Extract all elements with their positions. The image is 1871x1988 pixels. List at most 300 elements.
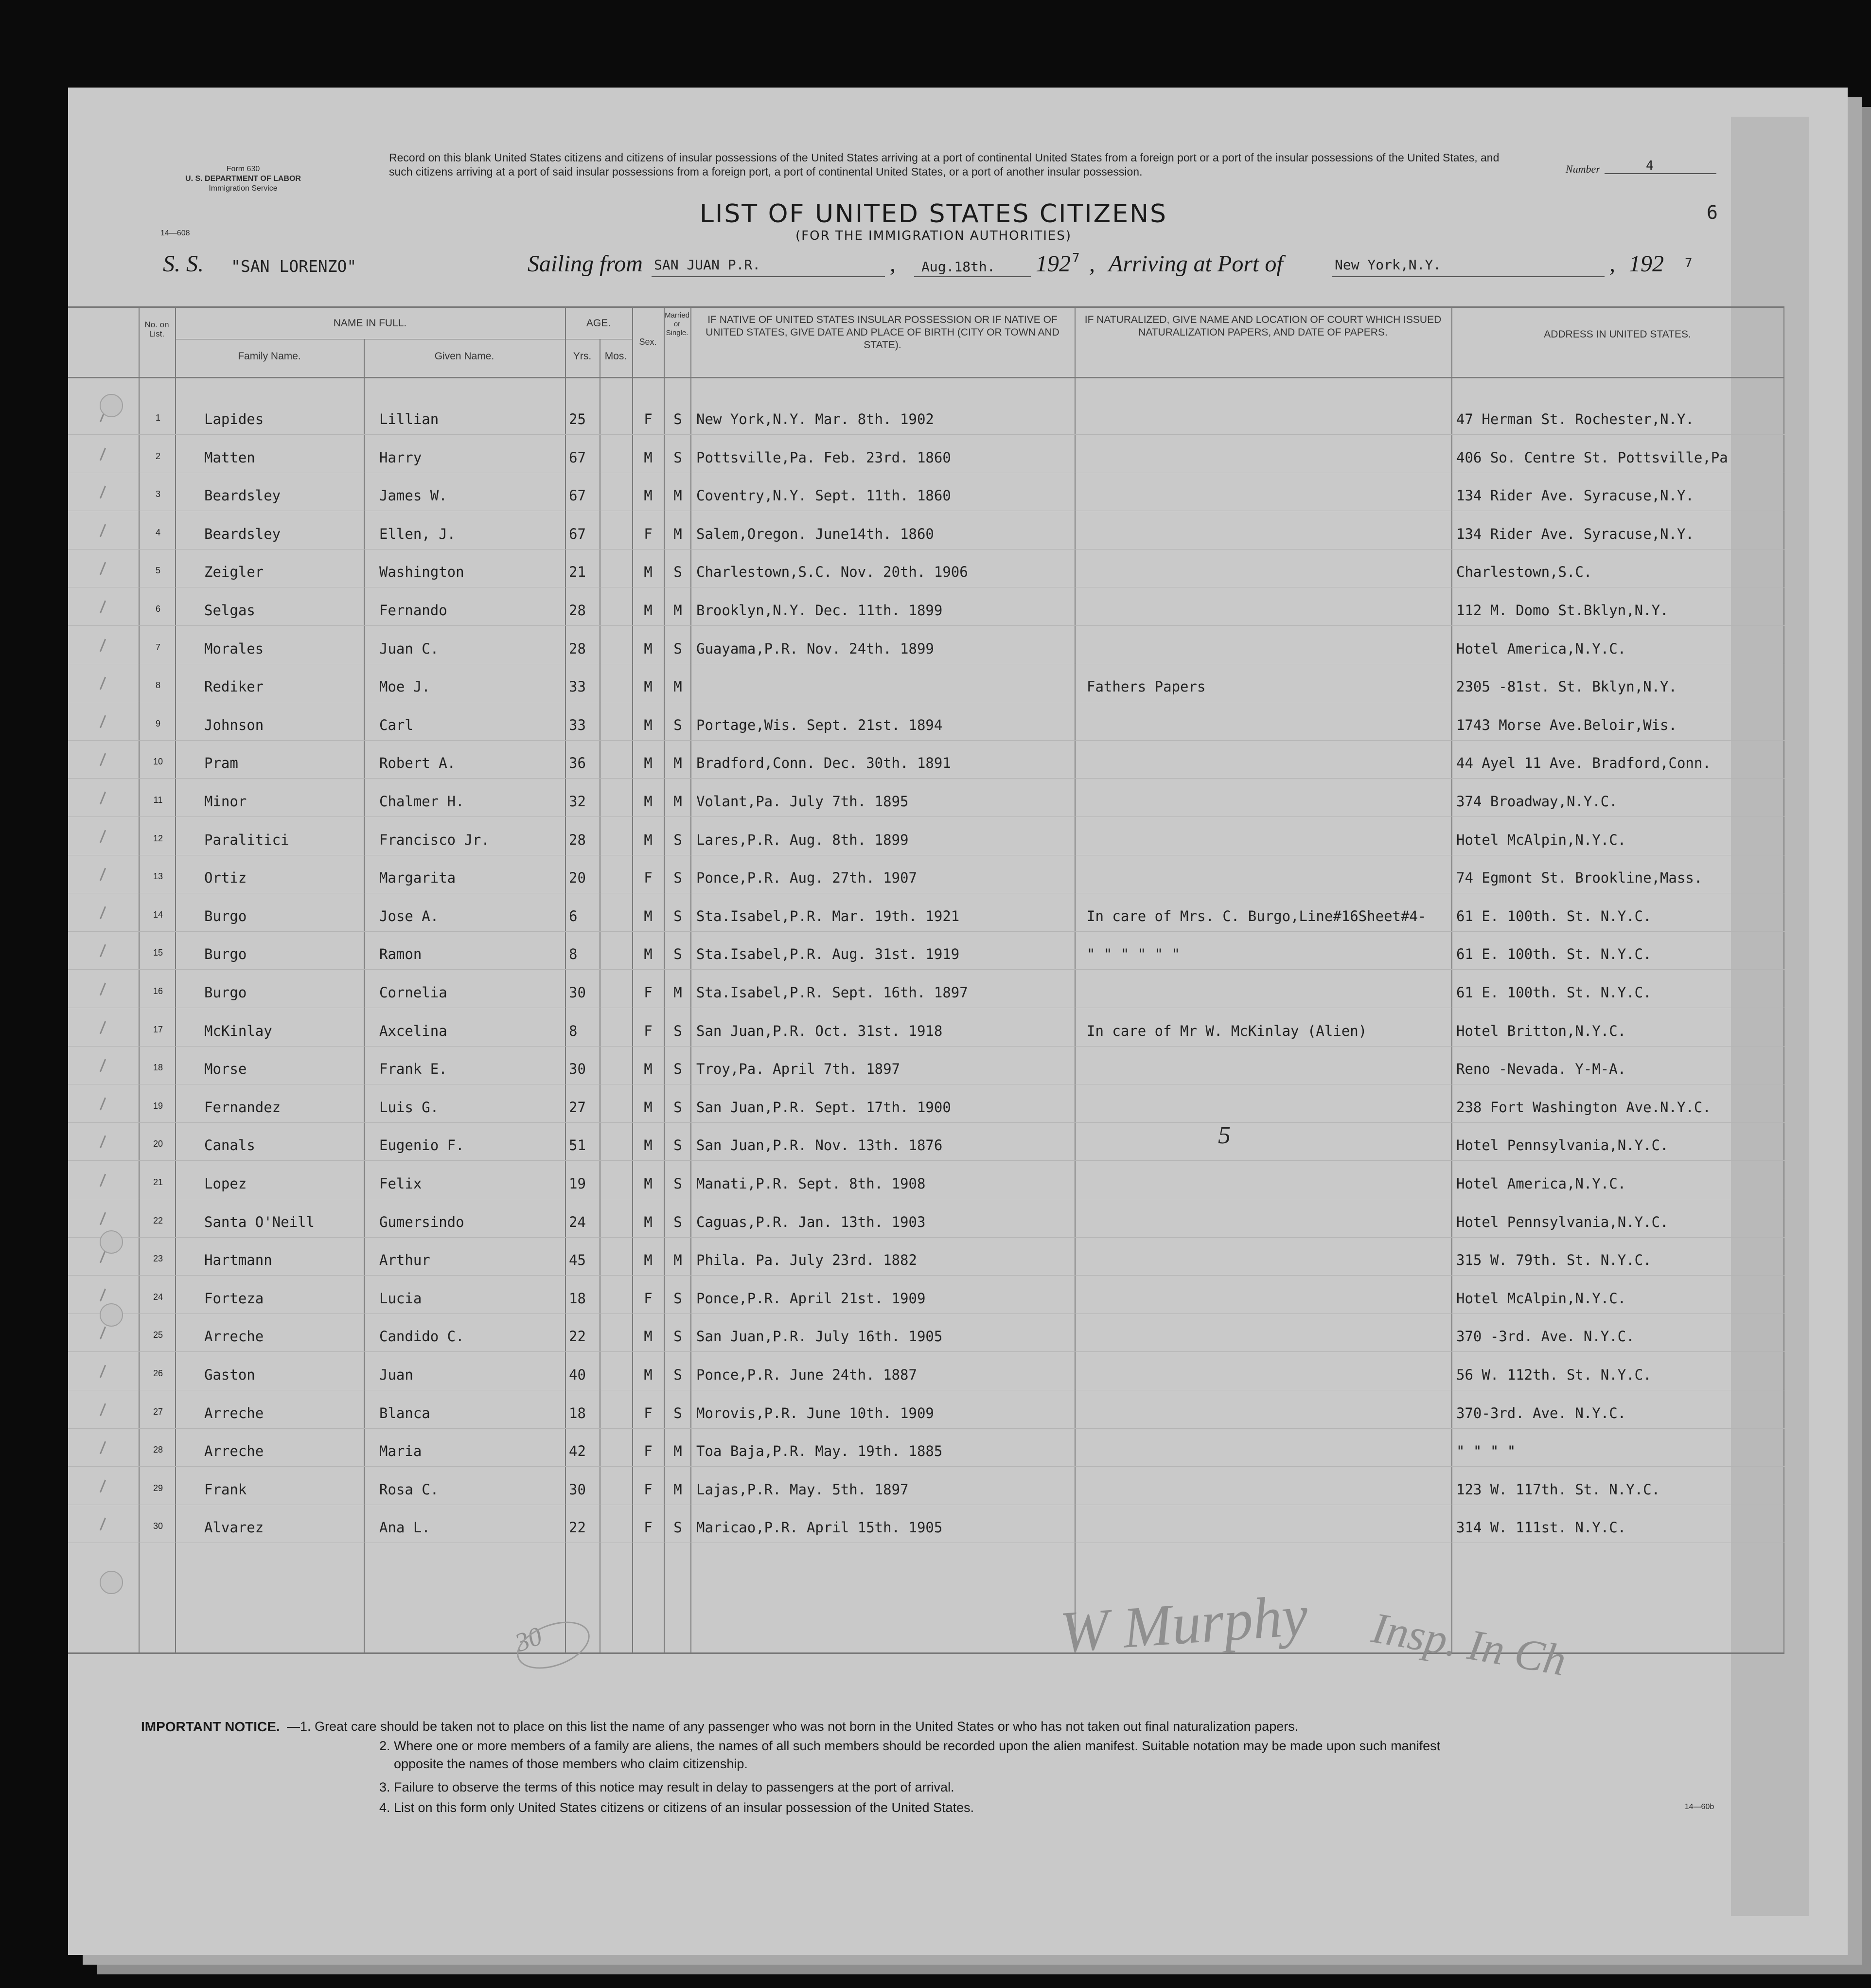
cell-given: Moe J. xyxy=(379,678,430,695)
cell-sex: M xyxy=(644,449,653,466)
notice-item-3: 3. Failure to observe the terms of this notice may result in delay to passengers at the port of arrival. xyxy=(379,1780,954,1794)
check-mark xyxy=(100,447,106,461)
cell-birth: Ponce,P.R. Aug. 27th. 1907 xyxy=(696,870,917,887)
cell-family: Canals xyxy=(204,1137,255,1154)
cell-yrs: 18 xyxy=(569,1290,586,1307)
cell-yrs: 22 xyxy=(569,1519,586,1536)
check-mark xyxy=(100,1479,106,1492)
punch-hole xyxy=(100,1230,123,1254)
cell-birth: Volant,Pa. July 7th. 1895 xyxy=(696,793,909,810)
cell-ms: S xyxy=(673,1213,682,1230)
passenger-table xyxy=(68,306,1784,1668)
check-mark xyxy=(100,1097,106,1110)
row-rule xyxy=(68,1160,1784,1161)
cell-yrs: 36 xyxy=(569,755,586,772)
cell-address: 1743 Morse Ave.Beloir,Wis. xyxy=(1456,716,1677,733)
cell-given: Axcelina xyxy=(379,1022,447,1039)
cell-address: Hotel America,N.Y.C. xyxy=(1456,640,1626,657)
cell-no: 29 xyxy=(153,1483,163,1493)
cell-no: 11 xyxy=(153,795,163,805)
number-underline xyxy=(1605,173,1716,174)
cell-no: 10 xyxy=(153,757,163,767)
cell-ms: S xyxy=(673,907,682,924)
cell-ms: M xyxy=(673,1443,682,1460)
notice-item-1: —1. Great care should be taken not to place on this list the name of any passenger who was not born in the United States or who has not taken out final naturalization papers. xyxy=(287,1719,1299,1734)
cell-no: 22 xyxy=(153,1215,163,1225)
cell-yrs: 30 xyxy=(569,984,586,1001)
cell-family: Arreche xyxy=(204,1328,264,1345)
check-mark xyxy=(100,753,106,766)
cell-yrs: 33 xyxy=(569,678,586,695)
cell-birth: Salem,Oregon. June14th. 1860 xyxy=(696,525,934,542)
cell-yrs: 6 xyxy=(569,907,578,924)
cell-family: Frank xyxy=(204,1481,247,1498)
cell-birth: Lajas,P.R. May. 5th. 1897 xyxy=(696,1481,909,1498)
cell-family: Beardsley xyxy=(204,487,281,504)
header-married-single: Married or Single. xyxy=(665,311,689,337)
cell-birth: Pottsville,Pa. Feb. 23rd. 1860 xyxy=(696,449,951,466)
cell-nat: Fathers Papers xyxy=(1087,678,1206,695)
cell-yrs: 67 xyxy=(569,487,586,504)
cell-sex: M xyxy=(644,793,653,810)
cell-ms: S xyxy=(673,1290,682,1307)
cell-family: Morales xyxy=(204,640,264,657)
cell-nat: " " " " " " xyxy=(1087,946,1181,963)
check-mark xyxy=(100,486,106,499)
cell-sex: M xyxy=(644,640,653,657)
cell-ms: S xyxy=(673,1175,682,1192)
cell-ms: S xyxy=(673,1137,682,1154)
header-no-on-list: No. on List. xyxy=(144,320,169,338)
row-rule xyxy=(68,778,1784,779)
cell-address: Hotel McAlpin,N.Y.C. xyxy=(1456,831,1626,848)
row-rule xyxy=(68,1122,1784,1123)
cell-no: 26 xyxy=(153,1368,163,1378)
cell-family: Arreche xyxy=(204,1443,264,1460)
cell-yrs: 30 xyxy=(569,1481,586,1498)
cell-yrs: 24 xyxy=(569,1213,586,1230)
arriving-underline xyxy=(1332,276,1605,277)
cell-no: 7 xyxy=(155,642,160,652)
cell-sex: F xyxy=(644,870,653,887)
cell-family: McKinlay xyxy=(204,1022,272,1039)
cell-sex: F xyxy=(644,411,653,427)
cell-yrs: 8 xyxy=(569,1022,578,1039)
cell-no: 13 xyxy=(153,871,163,882)
cell-family: Alvarez xyxy=(204,1519,264,1536)
cell-sex: M xyxy=(644,1175,653,1192)
cell-ms: M xyxy=(673,1252,682,1269)
cell-ms: S xyxy=(673,946,682,963)
cell-nat: In care of Mrs. C. Burgo,Line#16Sheet#4- xyxy=(1087,907,1427,924)
cell-birth: Coventry,N.Y. Sept. 11th. 1860 xyxy=(696,487,951,504)
cell-given: Arthur xyxy=(379,1252,430,1269)
cell-sex: M xyxy=(644,755,653,772)
cell-ms: S xyxy=(673,640,682,657)
cell-birth: San Juan,P.R. Oct. 31st. 1918 xyxy=(696,1022,943,1039)
check-mark xyxy=(100,562,106,575)
cell-no: 4 xyxy=(155,527,160,537)
comma-3: , xyxy=(1609,251,1615,277)
cell-no: 20 xyxy=(153,1139,163,1149)
cell-no: 6 xyxy=(155,604,160,614)
cell-address: 44 Ayel 11 Ave. Bradford,Conn. xyxy=(1456,755,1711,772)
cell-sex: F xyxy=(644,1519,653,1536)
comma-2: , xyxy=(1089,251,1095,277)
cell-no: 5 xyxy=(155,566,160,576)
header-naturalized: IF NATURALIZED, GIVE NAME AND LOCATION OF COURT WHICH ISSUED NATURALIZATION PAPERS, AND DATE OF PAPERS. xyxy=(1084,314,1442,338)
check-mark xyxy=(100,1365,106,1378)
check-mark xyxy=(100,906,106,919)
row-rule xyxy=(68,434,1784,435)
cell-given: Harry xyxy=(379,449,422,466)
punch-hole xyxy=(100,1571,123,1594)
cell-given: Candido C. xyxy=(379,1328,464,1345)
cell-yrs: 19 xyxy=(569,1175,586,1192)
check-mark xyxy=(100,600,106,613)
check-mark xyxy=(100,1327,106,1340)
cell-given: Luis G. xyxy=(379,1099,439,1116)
cell-address: 47 Herman St. Rochester,N.Y. xyxy=(1456,411,1694,427)
cell-address: 56 W. 112th. St. N.Y.C. xyxy=(1456,1367,1652,1383)
cell-family: Minor xyxy=(204,793,247,810)
cell-given: Fernando xyxy=(379,602,447,619)
cell-address: Hotel McAlpin,N.Y.C. xyxy=(1456,1290,1626,1307)
cell-given: Ana L. xyxy=(379,1519,430,1536)
cell-birth: Maricao,P.R. April 15th. 1905 xyxy=(696,1519,943,1536)
check-mark xyxy=(100,982,106,995)
sailing-label: Sailing from xyxy=(528,251,643,277)
cell-yrs: 27 xyxy=(569,1099,586,1116)
notice-heading: IMPORTANT NOTICE. xyxy=(141,1719,280,1734)
row-rule xyxy=(68,1046,1784,1047)
cell-yrs: 25 xyxy=(569,411,586,427)
cell-no: 9 xyxy=(155,718,160,728)
notice-item-2-cont: opposite the names of those members who claim citizenship. xyxy=(394,1757,748,1771)
check-mark xyxy=(100,944,106,958)
cell-given: Robert A. xyxy=(379,755,456,772)
cell-given: Ellen, J. xyxy=(379,525,456,542)
cell-no: 1 xyxy=(155,413,160,423)
cell-address: Hotel America,N.Y.C. xyxy=(1456,1175,1626,1192)
cell-family: Rediker xyxy=(204,678,264,695)
cell-no: 19 xyxy=(153,1100,163,1111)
cell-ms: S xyxy=(673,1099,682,1116)
cell-family: Morse xyxy=(204,1061,247,1078)
large-five-mark: 5 xyxy=(1218,1121,1231,1149)
cell-address: " " " " xyxy=(1456,1443,1516,1460)
cell-no: 23 xyxy=(153,1254,163,1264)
cell-birth: San Juan,P.R. July 16th. 1905 xyxy=(696,1328,943,1345)
table-body xyxy=(68,306,1784,1653)
cell-given: Maria xyxy=(379,1443,422,1460)
check-mark xyxy=(100,1441,106,1455)
row-rule xyxy=(68,1428,1784,1429)
cell-given: Ramon xyxy=(379,946,422,963)
row-rule xyxy=(68,1351,1784,1352)
date-underline xyxy=(914,276,1031,277)
cell-given: Lillian xyxy=(379,411,439,427)
cell-birth: Lares,P.R. Aug. 8th. 1899 xyxy=(696,831,909,848)
cell-sex: M xyxy=(644,602,653,619)
cell-address: 61 E. 100th. St. N.Y.C. xyxy=(1456,984,1652,1001)
cell-no: 12 xyxy=(153,833,163,843)
cell-given: Washington xyxy=(379,564,464,581)
page-subtitle: (FOR THE IMMIGRATION AUTHORITIES) xyxy=(795,229,1072,243)
cell-address: 370 -3rd. Ave. N.Y.C. xyxy=(1456,1328,1635,1345)
cell-address: 374 Broadway,N.Y.C. xyxy=(1456,793,1618,810)
cell-nat: In care of Mr W. McKinlay (Alien) xyxy=(1087,1022,1367,1039)
cell-no: 3 xyxy=(155,489,160,499)
cell-no: 24 xyxy=(153,1292,163,1302)
cell-given: Frank E. xyxy=(379,1061,447,1078)
cell-birth: Caguas,P.R. Jan. 13th. 1903 xyxy=(696,1213,926,1230)
cell-birth: Bradford,Conn. Dec. 30th. 1891 xyxy=(696,755,951,772)
cell-sex: M xyxy=(644,1099,653,1116)
row-rule xyxy=(68,969,1784,970)
cell-address: Reno -Nevada. Y-M-A. xyxy=(1456,1061,1626,1078)
cell-yrs: 51 xyxy=(569,1137,586,1154)
cell-address: 61 E. 100th. St. N.Y.C. xyxy=(1456,907,1652,924)
check-mark xyxy=(100,524,106,537)
cell-address: Charlestown,S.C. xyxy=(1456,564,1592,581)
check-mark xyxy=(100,677,106,690)
cell-yrs: 67 xyxy=(569,449,586,466)
cell-birth: San Juan,P.R. Nov. 13th. 1876 xyxy=(696,1137,943,1154)
cell-yrs: 40 xyxy=(569,1367,586,1383)
cell-family: Hartmann xyxy=(204,1252,272,1269)
cell-yrs: 42 xyxy=(569,1443,586,1460)
cell-ms: M xyxy=(673,793,682,810)
cell-birth: San Juan,P.R. Sept. 17th. 1900 xyxy=(696,1099,951,1116)
cell-address: 134 Rider Ave. Syracuse,N.Y. xyxy=(1456,525,1694,542)
cell-address: 123 W. 117th. St. N.Y.C. xyxy=(1456,1481,1660,1498)
cell-given: Jose A. xyxy=(379,907,439,924)
cell-no: 8 xyxy=(155,680,160,691)
cell-ms: S xyxy=(673,1367,682,1383)
ship-name: "SAN LORENZO" xyxy=(231,257,357,276)
cell-given: Juan C. xyxy=(379,640,439,657)
sailing-from: SAN JUAN P.R. xyxy=(654,257,761,273)
cell-no: 2 xyxy=(155,451,160,461)
cell-family: Gaston xyxy=(204,1367,255,1383)
cell-family: Johnson xyxy=(204,716,264,733)
cell-ms: M xyxy=(673,984,682,1001)
arriving-label: Arriving at Port of xyxy=(1109,251,1283,277)
cell-given: Carl xyxy=(379,716,413,733)
cell-yrs: 28 xyxy=(569,640,586,657)
cell-family: Santa O'Neill xyxy=(204,1213,315,1230)
cell-address: Hotel Pennsylvania,N.Y.C. xyxy=(1456,1213,1669,1230)
cell-ms: S xyxy=(673,411,682,427)
check-mark xyxy=(100,868,106,881)
cell-address: 406 So. Centre St. Pottsville,Pa xyxy=(1456,449,1728,466)
record-instructions: Record on this blank United States citizens and citizens of insular possessions of the United States arriving at a port of continental United States from a foreign port or a port of the insular possessions of the United States, and such citizens arriving at a port of said insular possessions from a foreign port, a port of continental United States, or a port of another insular possession. xyxy=(389,151,1500,178)
cell-sex: M xyxy=(644,678,653,695)
cell-birth: Sta.Isabel,P.R. Sept. 16th. 1897 xyxy=(696,984,968,1001)
cell-address: 112 M. Domo St.Bklyn,N.Y. xyxy=(1456,602,1669,619)
cell-family: Fernandez xyxy=(204,1099,281,1116)
cell-no: 16 xyxy=(153,986,163,996)
cell-birth: New York,N.Y. Mar. 8th. 1902 xyxy=(696,411,934,427)
cell-family: Pram xyxy=(204,755,238,772)
cell-family: Arreche xyxy=(204,1404,264,1421)
cell-ms: S xyxy=(673,449,682,466)
cell-given: Blanca xyxy=(379,1404,430,1421)
cell-no: 18 xyxy=(153,1063,163,1073)
header-yrs: Yrs. xyxy=(573,351,592,362)
cell-ms: S xyxy=(673,831,682,848)
cell-given: Rosa C. xyxy=(379,1481,439,1498)
cell-yrs: 22 xyxy=(569,1328,586,1345)
cell-given: Juan xyxy=(379,1367,413,1383)
cell-family: Lapides xyxy=(204,411,264,427)
cell-birth: Portage,Wis. Sept. 21st. 1894 xyxy=(696,716,943,733)
cell-given: Lucia xyxy=(379,1290,422,1307)
cell-family: Zeigler xyxy=(204,564,264,581)
cell-ms: M xyxy=(673,525,682,542)
cell-birth: Toa Baja,P.R. May. 19th. 1885 xyxy=(696,1443,943,1460)
form-code-top: 14—608 xyxy=(160,229,190,237)
inspector-signature: W Murphy xyxy=(1058,1582,1310,1665)
check-mark xyxy=(100,1212,106,1225)
arr-year-prefix: 192 xyxy=(1629,251,1664,277)
cell-ms: M xyxy=(673,755,682,772)
cell-sex: F xyxy=(644,1443,653,1460)
cell-birth: Phila. Pa. July 23rd. 1882 xyxy=(696,1252,917,1269)
cell-birth: Charlestown,S.C. Nov. 20th. 1906 xyxy=(696,564,968,581)
row-rule xyxy=(68,740,1784,741)
cell-yrs: 30 xyxy=(569,1061,586,1078)
cell-address: 238 Fort Washington Ave.N.Y.C. xyxy=(1456,1099,1711,1116)
cell-given: James W. xyxy=(379,487,447,504)
arr-year-suffix: 7 xyxy=(1685,256,1693,270)
cell-birth: Sta.Isabel,P.R. Mar. 19th. 1921 xyxy=(696,907,960,924)
row-rule xyxy=(68,625,1784,626)
cell-yrs: 20 xyxy=(569,870,586,887)
notice-item-2: 2. Where one or more members of a family are aliens, the names of all such members should be recorded upon the alien manifest. Suitable notation may be made upon such manifest xyxy=(379,1739,1441,1753)
cell-birth: Ponce,P.R. June 24th. 1887 xyxy=(696,1367,917,1383)
header-given-name: Given Name. xyxy=(434,351,494,362)
row-rule xyxy=(68,1466,1784,1467)
arriving-port: New York,N.Y. xyxy=(1335,257,1442,273)
cell-sex: M xyxy=(644,1137,653,1154)
cell-yrs: 45 xyxy=(569,1252,586,1269)
row-rule xyxy=(68,1237,1784,1238)
sailing-date: Aug.18th. xyxy=(921,259,995,275)
cell-ms: S xyxy=(673,1061,682,1078)
cell-sex: M xyxy=(644,487,653,504)
sail-year-suffix: 7 xyxy=(1072,251,1080,266)
check-mark xyxy=(100,791,106,804)
form-code-bottom: 14—60b xyxy=(1684,1803,1714,1811)
cell-address: 74 Egmont St. Brookline,Mass. xyxy=(1456,870,1703,887)
cell-sex: M xyxy=(644,1367,653,1383)
cell-yrs: 28 xyxy=(569,831,586,848)
cell-address: 2305 -81st. St. Bklyn,N.Y. xyxy=(1456,678,1677,695)
cell-sex: F xyxy=(644,1022,653,1039)
header-family-name: Family Name. xyxy=(238,351,301,362)
service-label: Immigration Service xyxy=(209,184,278,193)
cell-birth: Sta.Isabel,P.R. Aug. 31st. 1919 xyxy=(696,946,960,963)
cell-sex: F xyxy=(644,984,653,1001)
cell-yrs: 67 xyxy=(569,525,586,542)
cell-birth: Brooklyn,N.Y. Dec. 11th. 1899 xyxy=(696,602,943,619)
cell-family: Burgo xyxy=(204,946,247,963)
sail-year-prefix: 192 xyxy=(1036,251,1071,277)
row-rule xyxy=(68,1275,1784,1276)
cell-family: Selgas xyxy=(204,602,255,619)
cell-birth: Guayama,P.R. Nov. 24th. 1899 xyxy=(696,640,934,657)
cell-birth: Troy,Pa. April 7th. 1897 xyxy=(696,1061,900,1078)
cell-no: 21 xyxy=(153,1177,163,1187)
cell-sex: M xyxy=(644,907,653,924)
check-mark xyxy=(100,830,106,843)
cell-sex: M xyxy=(644,946,653,963)
cell-ms: M xyxy=(673,678,682,695)
cell-family: Burgo xyxy=(204,984,247,1001)
cell-family: Lopez xyxy=(204,1175,247,1192)
cell-given: Eugenio F. xyxy=(379,1137,464,1154)
cell-yrs: 32 xyxy=(569,793,586,810)
cell-sex: F xyxy=(644,1290,653,1307)
header-age: AGE. xyxy=(586,318,611,329)
check-mark xyxy=(100,1021,106,1034)
cell-family: Burgo xyxy=(204,907,247,924)
cell-given: Gumersindo xyxy=(379,1213,464,1230)
cell-given: Francisco Jr. xyxy=(379,831,490,848)
header-address: ADDRESS IN UNITED STATES. xyxy=(1544,329,1691,340)
cell-sex: M xyxy=(644,1328,653,1345)
cell-sex: M xyxy=(644,831,653,848)
ss-label: S. S. xyxy=(163,251,204,277)
header-mos: Mos. xyxy=(604,351,627,362)
cell-given: Felix xyxy=(379,1175,422,1192)
cell-yrs: 8 xyxy=(569,946,578,963)
cell-address: Hotel Britton,N.Y.C. xyxy=(1456,1022,1626,1039)
number-value: 4 xyxy=(1646,159,1654,173)
pencil-circle-note: 30 xyxy=(511,1621,546,1658)
check-mark xyxy=(100,1173,106,1187)
cell-no: 25 xyxy=(153,1330,163,1340)
cell-yrs: 33 xyxy=(569,716,586,733)
cell-no: 27 xyxy=(153,1406,163,1417)
page-mark: 6 xyxy=(1707,202,1718,223)
cell-sex: F xyxy=(644,1481,653,1498)
cell-birth: Morovis,P.R. June 10th. 1909 xyxy=(696,1404,934,1421)
cell-birth: Manati,P.R. Sept. 8th. 1908 xyxy=(696,1175,926,1192)
cell-no: 14 xyxy=(153,909,163,920)
check-mark xyxy=(100,1288,106,1301)
header-sex: Sex. xyxy=(639,337,657,347)
punch-hole xyxy=(100,394,123,417)
cell-ms: M xyxy=(673,1481,682,1498)
cell-yrs: 28 xyxy=(569,602,586,619)
cell-ms: S xyxy=(673,1328,682,1345)
header-name-in-full: NAME IN FULL. xyxy=(333,318,407,329)
check-mark xyxy=(100,1403,106,1416)
number-label: Number xyxy=(1566,163,1600,175)
inspector-note: Insp. In Ch xyxy=(1368,1603,1570,1686)
cell-ms: S xyxy=(673,1519,682,1536)
cell-address: 61 E. 100th. St. N.Y.C. xyxy=(1456,946,1652,963)
cell-yrs: 21 xyxy=(569,564,586,581)
cell-address: 134 Rider Ave. Syracuse,N.Y. xyxy=(1456,487,1694,504)
cell-sex: M xyxy=(644,1252,653,1269)
cell-sex: F xyxy=(644,1404,653,1421)
cell-ms: S xyxy=(673,716,682,733)
cell-given: Margarita xyxy=(379,870,456,887)
